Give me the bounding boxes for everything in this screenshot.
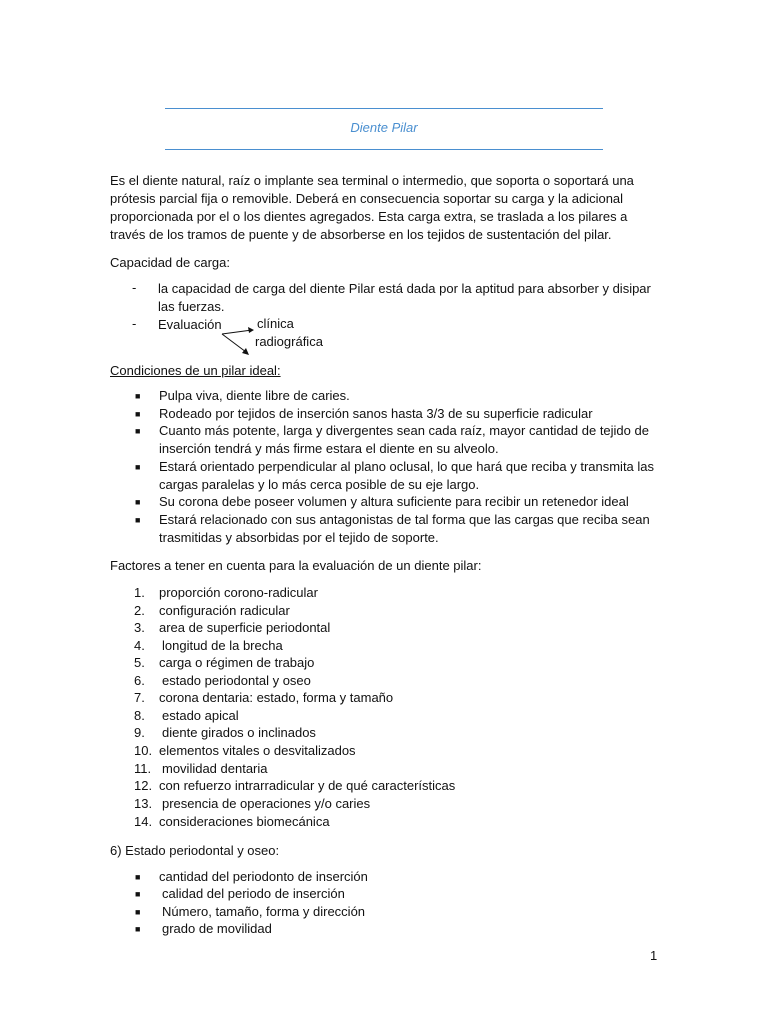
factor-number: 5. — [134, 655, 145, 670]
bullet-marker: ■ — [135, 889, 141, 899]
conditions-heading: Condiciones de un pilar ideal: — [110, 363, 281, 378]
periodontal-item-text: Número, tamaño, forma y dirección — [162, 904, 366, 919]
document-title: Diente Pilar — [350, 120, 418, 135]
factor-number: 2. — [134, 603, 145, 618]
factor-text: longitud de la brecha — [162, 638, 283, 653]
dash-marker: - — [132, 280, 137, 295]
factor-number: 10. — [134, 743, 153, 758]
factor-number: 9. — [134, 725, 145, 740]
periodontal-heading: 6) Estado periodontal y oseo: — [110, 843, 280, 858]
evaluation-option-radiografica: radiográfica — [255, 334, 323, 349]
evaluation-arrows-icon — [218, 322, 258, 358]
bullet-marker: ■ — [135, 462, 141, 472]
bullet-marker: ■ — [135, 515, 141, 525]
evaluation-option-clinica: clínica — [257, 316, 294, 331]
factor-text: proporción corono-radicular — [159, 585, 318, 600]
title-rule-bottom — [165, 149, 603, 150]
factors-heading: Factores a tener en cuenta para la evaluación de un diente pilar: — [110, 558, 482, 573]
factor-number: 4. — [134, 638, 145, 653]
condition-text: Pulpa viva, diente libre de caries. — [159, 388, 350, 403]
bullet-marker: ■ — [135, 924, 141, 934]
factor-text: elementos vitales o desvitalizados — [159, 743, 356, 758]
factor-number: 14. — [134, 814, 153, 829]
factor-number: 6. — [134, 673, 145, 688]
bullet-marker: ■ — [135, 907, 141, 917]
factor-number: 1. — [134, 585, 145, 600]
bullet-marker: ■ — [135, 497, 141, 507]
capacity-heading: Capacidad de carga: — [110, 255, 230, 270]
evaluation-label: Evaluación — [158, 317, 222, 332]
factor-text: presencia de operaciones y/o caries — [162, 796, 371, 811]
factor-text: diente girados o inclinados — [162, 725, 316, 740]
condition-text: Cuanto más potente, larga y divergentes sean cada raíz, mayor cantidad de tejido de inserción tendrá y más firme estara el diente en su alveolo. — [159, 423, 649, 456]
factor-number: 12. — [134, 778, 153, 793]
factor-number: 7. — [134, 690, 145, 705]
capacity-item-text: la capacidad de carga del diente Pilar está dada por la aptitud para absorber y disipar las fuerzas. — [158, 281, 651, 314]
factor-text: estado periodontal y oseo — [162, 673, 311, 688]
factor-text: movilidad dentaria — [162, 761, 268, 776]
dash-marker: - — [132, 316, 137, 331]
factor-text: corona dentaria: estado, forma y tamaño — [159, 690, 394, 705]
factor-text: estado apical — [162, 708, 239, 723]
page-number: 1 — [650, 948, 658, 963]
factor-text: area de superficie periodontal — [159, 620, 331, 635]
bullet-marker: ■ — [135, 409, 141, 419]
condition-text: Su corona debe poseer volumen y altura suficiente para recibir un retenedor ideal — [159, 494, 629, 509]
periodontal-item-text: grado de movilidad — [162, 921, 272, 936]
factor-text: con refuerzo intrarradicular y de qué características — [159, 778, 456, 793]
bullet-marker: ■ — [135, 391, 141, 401]
factor-number: 3. — [134, 620, 145, 635]
bullet-marker: ■ — [135, 426, 141, 436]
factor-text: configuración radicular — [159, 603, 290, 618]
factor-text: carga o régimen de trabajo — [159, 655, 315, 670]
title-rule-top — [165, 108, 603, 109]
condition-text: Estará orientado perpendicular al plano oclusal, lo que hará que reciba y transmita las cargas paralelas y lo más cerca posible de su eje largo. — [159, 459, 655, 492]
condition-text: Rodeado por tejidos de inserción sanos hasta 3/3 de su superficie radicular — [159, 406, 593, 421]
factor-number: 13. — [134, 796, 153, 811]
factor-text: consideraciones biomecánica — [159, 814, 330, 829]
factor-number: 11. — [134, 761, 152, 776]
condition-text: Estará relacionado con sus antagonistas de tal forma que las cargas que reciba sean trasmitidas y absorbidas por el tejido de soporte. — [159, 512, 650, 545]
bullet-marker: ■ — [135, 872, 141, 882]
intro-paragraph: Es el diente natural, raíz o implante sea terminal o intermedio, que soporta o soportará una prótesis parcial fija o removible. Deberá en consecuencia soportar su carga y la adicional proporcionada por el o los dientes agregados. Esta carga extra, se traslada a los pilares a través de los tramos de puente y de absorberse en los tejidos de sustentación del pilar. — [110, 173, 634, 242]
periodontal-item-text: calidad del periodo de inserción — [162, 886, 345, 901]
periodontal-item-text: cantidad del periodonto de inserción — [159, 869, 368, 884]
factor-number: 8. — [134, 708, 145, 723]
